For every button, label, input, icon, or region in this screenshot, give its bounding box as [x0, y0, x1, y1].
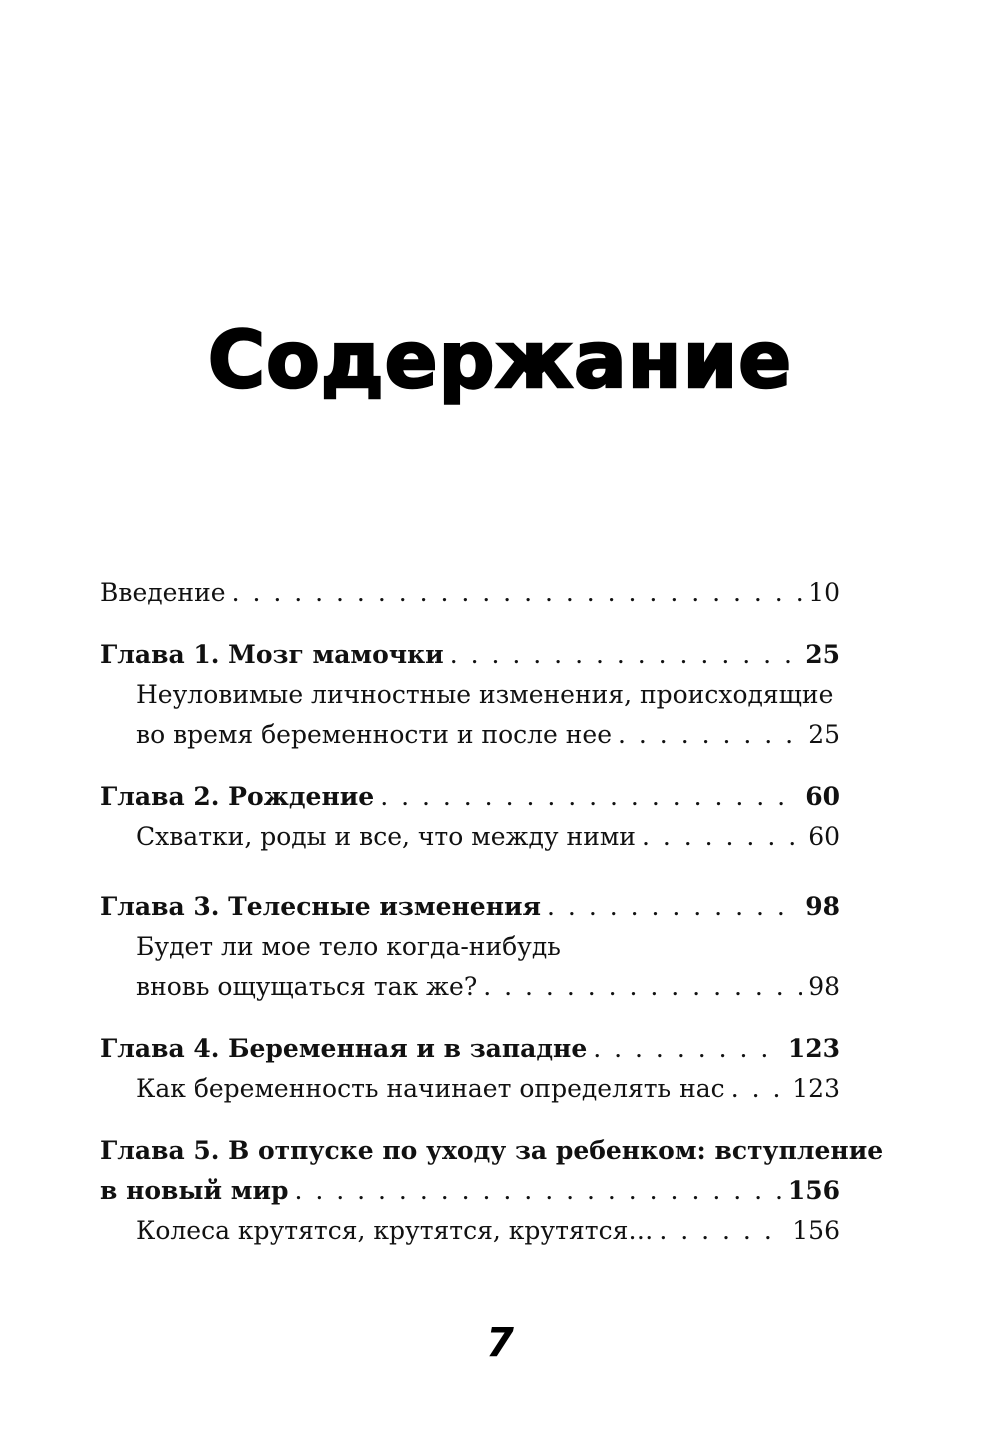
dot-leader [547, 887, 799, 927]
dot-leader [450, 635, 800, 675]
toc-subentry-title: Как беременность начинает определять нас [136, 1074, 725, 1103]
toc-page-number: 10 [808, 578, 840, 607]
toc-chapter-title: Глава 5. В отпуске по уходу за ребенком: вступление [100, 1136, 884, 1165]
toc-subentry-title: во время беременности и после нее [136, 720, 613, 749]
toc-page-number: 25 [808, 720, 840, 749]
toc-subentry-chapter-2[interactable] [100, 817, 840, 857]
toc-page-number: 123 [787, 1034, 840, 1063]
toc-entry-chapter-5-line-1 [100, 1131, 884, 1171]
toc-page-number: 156 [792, 1216, 840, 1245]
toc-entry-chapter-1[interactable] [100, 635, 840, 675]
toc-chapter-title: Глава 3. Телесные изменения [100, 892, 542, 921]
toc-subentry-title: Колеса крутятся, крутятся, крутятся… [136, 1216, 654, 1245]
toc-entry-chapter-2[interactable] [100, 777, 840, 817]
toc-page-number: 60 [808, 822, 840, 851]
toc-page-number: 98 [808, 972, 840, 1001]
toc-chapter-title: Глава 4. Беременная и в западне [100, 1034, 588, 1063]
toc-subentry-chapter-1-line-1 [100, 675, 840, 715]
toc-entry-chapter-3[interactable] [100, 887, 840, 927]
toc-entry-title: Введение [100, 578, 226, 607]
toc-entry-chapter-4[interactable] [100, 1029, 840, 1069]
toc-chapter-title: Глава 2. Рождение [100, 782, 375, 811]
toc-subentry-chapter-1[interactable] [100, 715, 840, 755]
toc-entry-chapter-5[interactable] [100, 1171, 840, 1211]
dot-leader [294, 1171, 781, 1211]
toc-subentry-chapter-5[interactable] [100, 1211, 840, 1251]
toc-page-number: 98 [805, 892, 840, 921]
toc-subentry-title: Неуловимые личностные изменения, происходящие [136, 680, 834, 709]
toc-chapter-title: Глава 1. Мозг мамочки [100, 640, 444, 669]
toc-chapter-title: в новый мир [100, 1176, 289, 1205]
folio-page-number: 7 [486, 1320, 514, 1366]
dot-leader [380, 777, 799, 817]
toc-page-number: 60 [805, 782, 840, 811]
toc-subentry-title: вновь ощущаться так же? [136, 972, 478, 1001]
dot-leader [642, 817, 802, 857]
toc-entry-introduction[interactable] [100, 573, 840, 613]
dot-leader [593, 1029, 782, 1069]
toc-page-number: 25 [805, 640, 840, 669]
toc-subentry-chapter-4[interactable] [100, 1069, 840, 1109]
dot-leader [618, 715, 802, 755]
toc-subentry-title: Схватки, роды и все, что между ними [136, 822, 636, 851]
toc-subentry-chapter-3[interactable] [100, 967, 840, 1007]
page-title: Содержание [207, 316, 793, 406]
dot-leader [232, 573, 803, 613]
toc-page-number: 123 [792, 1074, 840, 1103]
toc-subentry-chapter-3-line-1 [100, 927, 840, 967]
dot-leader [483, 967, 802, 1007]
toc-subentry-title: Будет ли мое тело когда-нибудь [136, 932, 561, 961]
dot-leader [659, 1211, 786, 1251]
table-of-contents [100, 573, 884, 1251]
dot-leader [731, 1069, 787, 1109]
toc-page-number: 156 [787, 1176, 840, 1205]
